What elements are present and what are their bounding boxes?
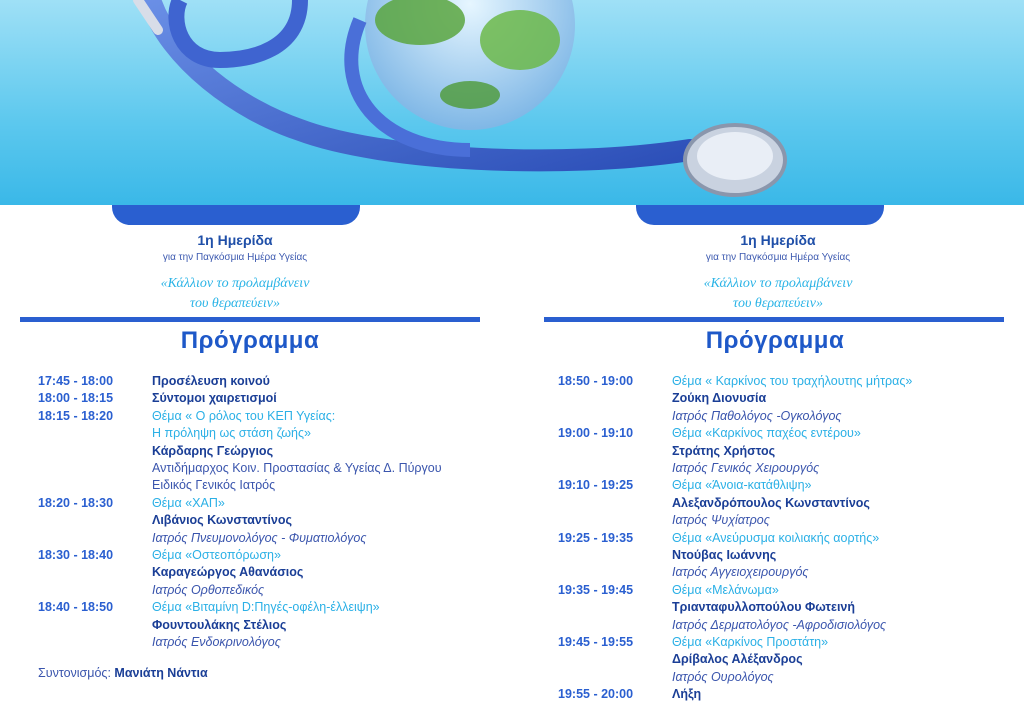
coordination-name: Μανιάτη Νάντια <box>114 666 208 680</box>
schedule-role2: Ειδικός Γενικός Ιατρός <box>152 478 276 493</box>
hero-banner <box>0 0 1024 205</box>
schedule-topic: Θέμα «Βιταμίνη D:Πηγές-οφέλη-έλλειψη» <box>152 600 380 615</box>
schedule-time: 19:25 - 19:35 <box>558 530 634 545</box>
schedule-role: Ιατρός Ορθοπεδικός <box>152 582 265 597</box>
left-motto-line-2: του θεραπεύειν» <box>190 296 280 311</box>
schedule-name: Καραγεώργος Αθανάσιος <box>152 565 304 580</box>
right-tab-decoration <box>636 205 884 225</box>
schedule-time: 18:20 - 18:30 <box>38 495 114 510</box>
left-program-heading: Πρόγραμμα <box>180 327 320 354</box>
schedule-time: 18:50 - 19:00 <box>558 374 634 388</box>
left-tab-decoration <box>112 205 360 225</box>
schedule-name: Αλεξανδρόπουλος Κωνσταντίνος <box>672 495 870 510</box>
right-motto-line-1: «Κάλλιον το προλαμβάνειν <box>703 276 853 291</box>
schedule-role: Ιατρός Παθολόγος -Ογκολόγος <box>672 408 842 423</box>
schedule-time: 18:30 - 18:40 <box>38 548 114 562</box>
schedule-topic: Θέμα «Καρκίνος Προστάτη» <box>672 635 829 649</box>
schedule-name: Στράτης Χρήστος <box>672 443 776 458</box>
schedule-topic: Θέμα «Καρκίνος παχέος εντέρου» <box>672 426 861 441</box>
schedule-time: 19:55 - 20:00 <box>558 687 634 702</box>
schedule-role: Ιατρός Ουρολόγος <box>672 669 774 684</box>
schedule-topic: Θέμα «Άνοια-κατάθλιψη» <box>672 478 812 493</box>
left-divider <box>20 317 480 322</box>
schedule-topic: Θέμα «Μελάνωμα» <box>672 582 779 597</box>
schedule-name: Λιβάνιος Κωνσταντίνος <box>152 513 292 528</box>
schedule-time: 18:15 - 18:20 <box>38 408 114 423</box>
schedule-role: Ιατρός Γενικός Χειρουργός <box>672 461 820 475</box>
right-event-subtitle: για την Παγκόσμια Ημέρα Υγείας <box>705 252 851 263</box>
schedule-name: Ζούκη Διονυσία <box>672 391 767 406</box>
schedule-name: Φουντουλάκης Στέλιος <box>152 617 287 632</box>
coordination <box>38 666 208 680</box>
schedule-role2: Αντιδήμαρχος Κοιν. Προστασίας & Υγείας Δ. Πύργου <box>152 461 442 475</box>
schedule-time: 18:40 - 18:50 <box>38 600 114 615</box>
left-event-subtitle: για την Παγκόσμια Ημέρα Υγείας <box>162 252 308 263</box>
schedule-plain: Σύντομοι χαιρετισμοί <box>152 391 277 406</box>
schedule-plain: Λήξη <box>672 687 702 702</box>
schedule-plain: Προσέλευση κοινού <box>152 374 270 388</box>
schedule-topic: Η πρόληψη ως στάση ζωής» <box>152 426 311 441</box>
schedule-role: Ιατρός Ψυχίατρος <box>672 513 770 528</box>
schedule-role: Ιατρός Αγγειοχειρουργός <box>672 565 809 580</box>
schedule-time: 19:35 - 19:45 <box>558 582 634 597</box>
schedule-name: Κάρδαρης Γεώργιος <box>152 443 274 458</box>
schedule-topic: Θέμα «Οστεοπόρωση» <box>152 548 281 562</box>
schedule-role: Ιατρός Πνευμονολόγος - Φυματιολόγος <box>152 530 367 545</box>
schedule-topic: Θέμα «Ανεύρυσμα κοιλιακής αορτής» <box>672 530 880 545</box>
coordination-label: Συντονισμός: <box>38 666 111 680</box>
schedule-time: 19:10 - 19:25 <box>558 478 634 493</box>
left-motto-line-1: «Κάλλιον το προλαμβάνειν <box>160 276 310 291</box>
schedule-time: 18:00 - 18:15 <box>38 391 114 406</box>
schedule-time: 19:00 - 19:10 <box>558 426 634 441</box>
right-motto-line-2: του θεραπεύειν» <box>733 296 823 311</box>
schedule-name: Τριανταφυλλοπούλου Φωτεινή <box>672 600 856 615</box>
left-event-title: 1η Ημερίδα <box>197 232 273 248</box>
schedule-topic: Θέμα « Καρκίνος του τραχήλουτης μήτρας» <box>672 374 913 388</box>
schedule-time: 19:45 - 19:55 <box>558 635 634 649</box>
schedule-name: Δρίβαλος Αλέξανδρος <box>672 652 803 667</box>
schedule-role: Ιατρός Δερματολόγος -Αφροδισιολόγος <box>672 617 887 632</box>
schedule-topic: Θέμα « Ο ρόλος του ΚΕΠ Υγείας: <box>152 408 336 423</box>
schedule-name: Ντούβας Ιωάννης <box>672 548 777 562</box>
right-program-heading: Πρόγραμμα <box>705 327 845 354</box>
schedule-time: 17:45 - 18:00 <box>38 374 114 388</box>
right-divider <box>544 317 1004 322</box>
right-event-title: 1η Ημερίδα <box>740 232 816 248</box>
schedule-topic: Θέμα «ΧΑΠ» <box>152 495 225 510</box>
stethoscope-globe-illustration <box>0 0 1024 205</box>
schedule-role: Ιατρός Ενδοκρινολόγος <box>152 635 281 649</box>
